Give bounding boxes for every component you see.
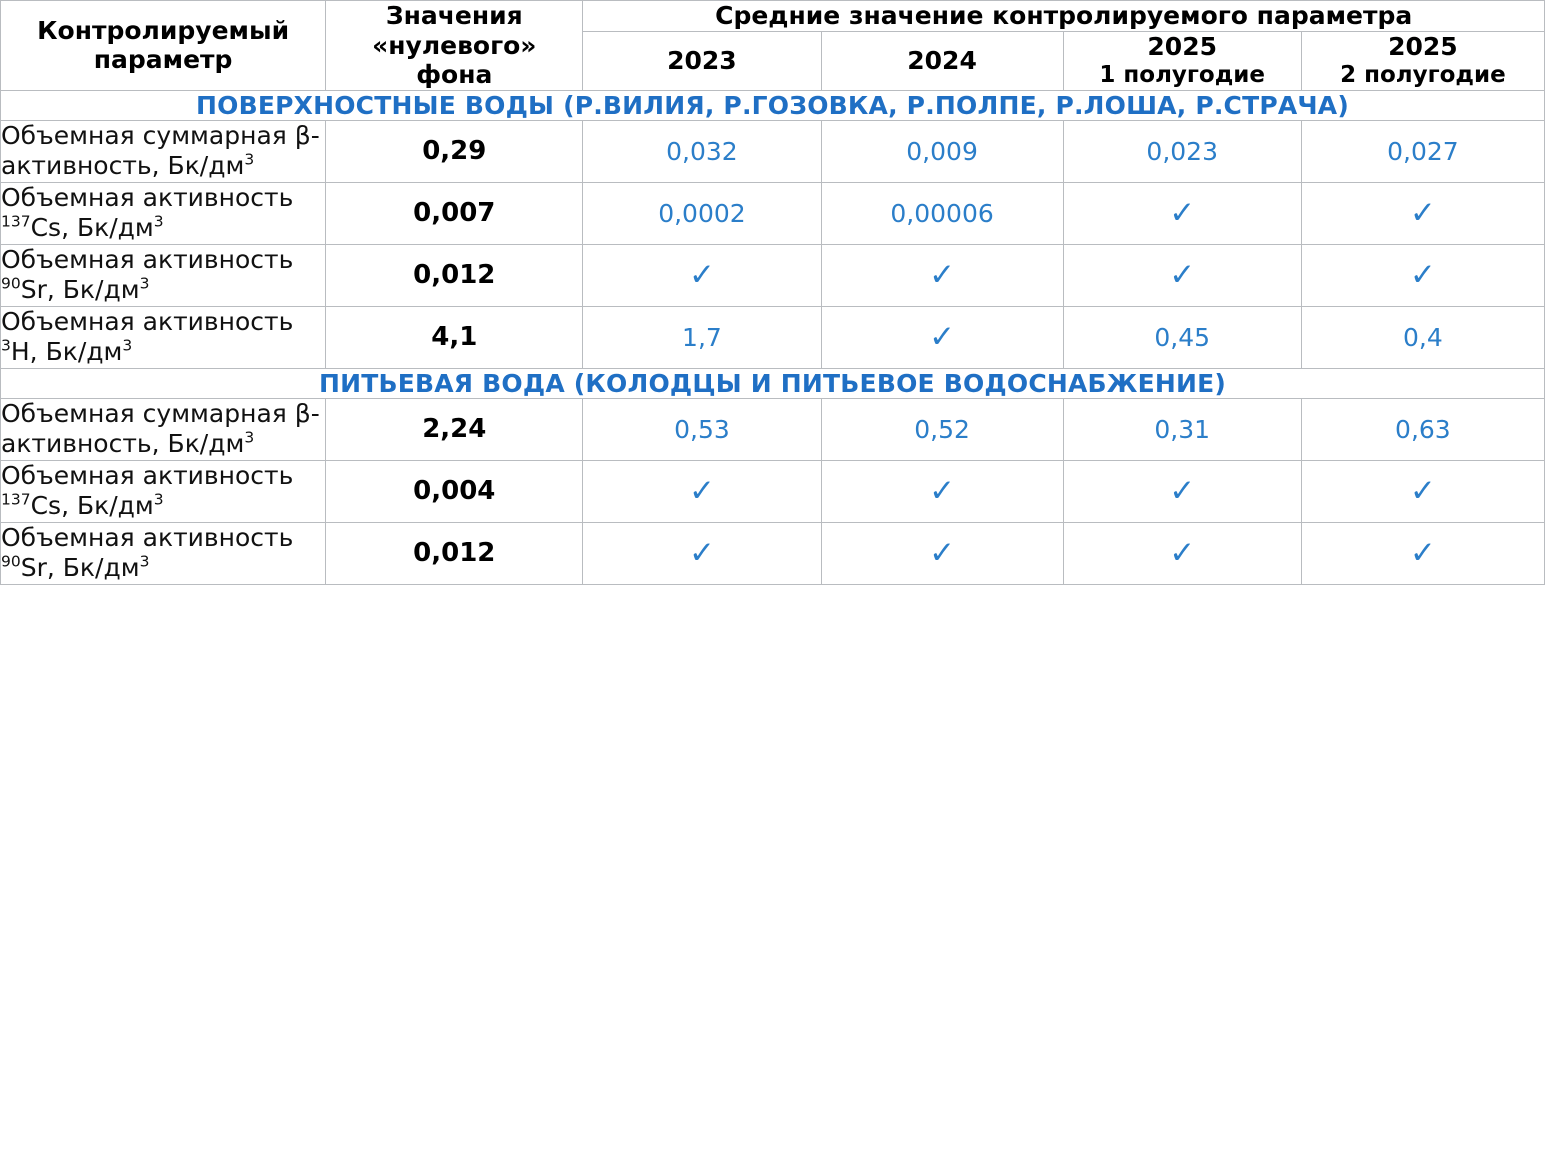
table-row xyxy=(1,306,1545,368)
value-2024 xyxy=(821,244,1063,306)
value-2025-h2 xyxy=(1301,182,1544,244)
table-row xyxy=(1,182,1545,244)
parameter-name xyxy=(1,120,326,182)
header-year-2023 xyxy=(583,31,821,90)
header-year-2025-h2-label: 2025 xyxy=(1388,32,1458,62)
value-2024 xyxy=(821,306,1063,368)
parameter-text: Объемная суммарная β-активность, Бк/дм xyxy=(1,398,320,458)
section-header-drinking-water xyxy=(1,368,1545,398)
value-2025-h2 xyxy=(1301,244,1544,306)
table-row xyxy=(1,398,1545,460)
value-2025-h1: 0,31 xyxy=(1063,398,1301,460)
parameter-name xyxy=(1,182,326,244)
parameter-name xyxy=(1,306,326,368)
table-row xyxy=(1,120,1545,182)
parameter-superscript: 90 xyxy=(1,274,21,293)
value-2025-h2 xyxy=(1301,460,1544,522)
parameter-superscript-unit: 3 xyxy=(153,212,164,231)
section-header-surface-waters xyxy=(1,90,1545,120)
check-icon: ✓ xyxy=(1409,256,1436,293)
header-year-2024 xyxy=(821,31,1063,90)
check-icon: ✓ xyxy=(929,534,956,571)
check-icon: ✓ xyxy=(1169,194,1196,231)
header-average-values: Средние значение контролируемого параметра xyxy=(583,1,1545,32)
parameter-superscript: 3 xyxy=(244,428,255,447)
table-row xyxy=(1,522,1545,584)
section-title: ПИТЬЕВАЯ ВОДА (КОЛОДЦЫ И ПИТЬЕВОЕ ВОДОСНАБЖЕНИЕ) xyxy=(1,368,1545,398)
value-2023 xyxy=(583,460,821,522)
header-year-2023-label: 2023 xyxy=(667,45,737,75)
value-2025-h1 xyxy=(1063,182,1301,244)
value-2025-h1 xyxy=(1063,460,1301,522)
parameter-superscript-unit: 3 xyxy=(122,336,133,355)
header-zero-background xyxy=(326,1,583,91)
parameter-superscript: 3 xyxy=(244,150,255,169)
value-2023: 0,032 xyxy=(583,120,821,182)
check-icon: ✓ xyxy=(688,256,715,293)
parameter-name xyxy=(1,244,326,306)
check-icon: ✓ xyxy=(1409,194,1436,231)
value-2023 xyxy=(583,244,821,306)
zero-background-value: 4,1 xyxy=(326,306,583,368)
parameter-superscript: 137 xyxy=(1,212,31,231)
parameter-superscript-unit: 3 xyxy=(153,490,164,509)
value-2024: 0,52 xyxy=(821,398,1063,460)
parameter-text: Объемная активность xyxy=(1,244,294,274)
value-2024: 0,00006 xyxy=(821,182,1063,244)
value-2025-h2 xyxy=(1301,522,1544,584)
parameter-text: Объемная активность xyxy=(1,182,294,212)
parameter-name xyxy=(1,460,326,522)
value-2023: 1,7 xyxy=(583,306,821,368)
check-icon: ✓ xyxy=(688,472,715,509)
parameter-text-post: H, Бк/дм xyxy=(10,337,123,366)
check-icon: ✓ xyxy=(1169,472,1196,509)
value-2023 xyxy=(583,522,821,584)
parameter-text-post: Sr, Бк/дм xyxy=(20,553,140,582)
value-2024 xyxy=(821,460,1063,522)
zero-background-value: 0,012 xyxy=(326,244,583,306)
parameter-text: Объемная суммарная β-активность, Бк/дм xyxy=(1,120,320,180)
table-row xyxy=(1,460,1545,522)
parameter-text: Объемная активность xyxy=(1,522,294,552)
value-2025-h2: 0,63 xyxy=(1301,398,1544,460)
header-parameter: Контролируемый параметр xyxy=(1,1,326,91)
value-2024: 0,009 xyxy=(821,120,1063,182)
parameter-name xyxy=(1,398,326,460)
check-icon: ✓ xyxy=(1409,534,1436,571)
parameter-superscript-unit: 3 xyxy=(139,552,150,571)
value-2025-h1 xyxy=(1063,522,1301,584)
value-2025-h1 xyxy=(1063,244,1301,306)
parameter-superscript: 137 xyxy=(1,490,31,509)
zero-background-value: 0,29 xyxy=(326,120,583,182)
parameter-text-post: Cs, Бк/дм xyxy=(30,213,154,242)
parameter-name xyxy=(1,522,326,584)
parameter-text-post: Cs, Бк/дм xyxy=(30,491,154,520)
value-2025-h2: 0,4 xyxy=(1301,306,1544,368)
check-icon: ✓ xyxy=(929,472,956,509)
check-icon: ✓ xyxy=(1169,534,1196,571)
check-icon: ✓ xyxy=(688,534,715,571)
check-icon: ✓ xyxy=(929,256,956,293)
check-icon: ✓ xyxy=(929,318,956,355)
value-2023: 0,0002 xyxy=(583,182,821,244)
value-2025-h1: 0,023 xyxy=(1063,120,1301,182)
value-2025-h2: 0,027 xyxy=(1301,120,1544,182)
header-zero-line3: фона xyxy=(416,60,493,89)
header-year-2025-h1-label: 2025 xyxy=(1147,32,1217,62)
zero-background-value: 2,24 xyxy=(326,398,583,460)
header-zero-line2: «нулевого» xyxy=(372,30,537,60)
zero-background-value: 0,004 xyxy=(326,460,583,522)
header-row-top xyxy=(1,1,1545,32)
parameter-text-post: Sr, Бк/дм xyxy=(20,275,140,304)
header-zero-line1: Значения xyxy=(385,1,523,30)
table-body xyxy=(1,90,1545,584)
header-year-2025-h2 xyxy=(1301,31,1544,90)
value-2024 xyxy=(821,522,1063,584)
zero-background-value: 0,007 xyxy=(326,182,583,244)
header-year-2025-h1-sub: 1 полугодие xyxy=(1099,61,1266,88)
parameter-superscript: 3 xyxy=(1,336,11,355)
header-year-2025-h1 xyxy=(1063,31,1301,90)
value-2025-h1: 0,45 xyxy=(1063,306,1301,368)
zero-background-value: 0,012 xyxy=(326,522,583,584)
value-2023: 0,53 xyxy=(583,398,821,460)
parameter-superscript-unit: 3 xyxy=(139,274,150,293)
parameter-text: Объемная активность xyxy=(1,306,294,336)
check-icon: ✓ xyxy=(1169,256,1196,293)
check-icon: ✓ xyxy=(1409,472,1436,509)
parameter-superscript: 90 xyxy=(1,552,21,571)
section-title: ПОВЕРХНОСТНЫЕ ВОДЫ (Р.ВИЛИЯ, Р.ГОЗОВКА, Р.ПОЛПЕ, Р.ЛОША, Р.СТРАЧА) xyxy=(1,90,1545,120)
header-year-2024-label: 2024 xyxy=(907,45,977,75)
parameter-text: Объемная активность xyxy=(1,460,294,490)
table-header xyxy=(1,1,1545,91)
table-row xyxy=(1,244,1545,306)
header-year-2025-h2-sub: 2 полугодие xyxy=(1340,61,1506,88)
